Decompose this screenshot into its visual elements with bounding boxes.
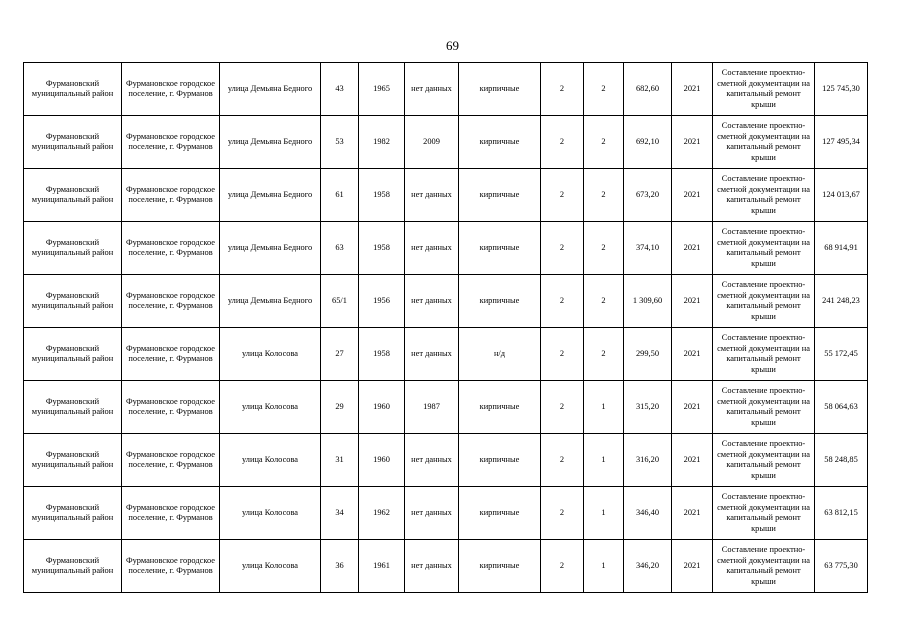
street-cell: улица Демьяна Бедного — [220, 275, 321, 328]
page-number: 69 — [446, 38, 459, 53]
entrances-cell: 2 — [584, 275, 624, 328]
last-repair-cell: нет данных — [405, 434, 459, 487]
area-cell: 316,20 — [624, 434, 672, 487]
year-built-cell: 1958 — [359, 169, 405, 222]
wall-material-cell: кирпичные — [459, 487, 541, 540]
work-description-cell: Составление проектно-сметной документации на капитальный ремонт крыши — [713, 222, 815, 275]
registry-table-body — [24, 63, 868, 593]
district-cell: Фурмановский муниципальный район — [24, 328, 122, 381]
cost-cell: 58 248,85 — [815, 434, 868, 487]
street-cell: улица Колосова — [220, 381, 321, 434]
cost-cell: 127 495,34 — [815, 116, 868, 169]
work-description-cell: Составление проектно-сметной документации на капитальный ремонт крыши — [713, 434, 815, 487]
cost-cell: 68 914,91 — [815, 222, 868, 275]
table-row — [24, 328, 868, 381]
registry-table — [23, 62, 868, 593]
settlement-cell: Фурмановское городское поселение, г. Фурманов — [122, 116, 220, 169]
plan-year-cell: 2021 — [672, 381, 713, 434]
street-cell: улица Демьяна Бедного — [220, 169, 321, 222]
last-repair-cell: нет данных — [405, 63, 459, 116]
district-cell: Фурмановский муниципальный район — [24, 222, 122, 275]
wall-material-cell: кирпичные — [459, 169, 541, 222]
house-number-cell: 61 — [321, 169, 359, 222]
floors-cell: 2 — [541, 275, 584, 328]
year-built-cell: 1958 — [359, 222, 405, 275]
settlement-cell: Фурмановское городское поселение, г. Фурманов — [122, 540, 220, 593]
floors-cell: 2 — [541, 116, 584, 169]
house-number-cell: 36 — [321, 540, 359, 593]
wall-material-cell: кирпичные — [459, 63, 541, 116]
floors-cell: 2 — [541, 328, 584, 381]
work-description-cell: Составление проектно-сметной документации на капитальный ремонт крыши — [713, 169, 815, 222]
floors-cell: 2 — [541, 381, 584, 434]
entrances-cell: 2 — [584, 169, 624, 222]
area-cell: 346,40 — [624, 487, 672, 540]
work-description-cell: Составление проектно-сметной документации на капитальный ремонт крыши — [713, 540, 815, 593]
last-repair-cell: нет данных — [405, 487, 459, 540]
settlement-cell: Фурмановское городское поселение, г. Фурманов — [122, 275, 220, 328]
floors-cell: 2 — [541, 487, 584, 540]
district-cell: Фурмановский муниципальный район — [24, 487, 122, 540]
table-row — [24, 487, 868, 540]
floors-cell: 2 — [541, 540, 584, 593]
entrances-cell: 1 — [584, 487, 624, 540]
street-cell: улица Демьяна Бедного — [220, 63, 321, 116]
floors-cell: 2 — [541, 169, 584, 222]
plan-year-cell: 2021 — [672, 222, 713, 275]
table-row — [24, 63, 868, 116]
wall-material-cell: кирпичные — [459, 275, 541, 328]
entrances-cell: 1 — [584, 540, 624, 593]
plan-year-cell: 2021 — [672, 487, 713, 540]
settlement-cell: Фурмановское городское поселение, г. Фурманов — [122, 169, 220, 222]
wall-material-cell: кирпичные — [459, 434, 541, 487]
settlement-cell: Фурмановское городское поселение, г. Фурманов — [122, 63, 220, 116]
work-description-cell: Составление проектно-сметной документации на капитальный ремонт крыши — [713, 116, 815, 169]
plan-year-cell: 2021 — [672, 169, 713, 222]
plan-year-cell: 2021 — [672, 434, 713, 487]
street-cell: улица Демьяна Бедного — [220, 222, 321, 275]
street-cell: улица Колосова — [220, 434, 321, 487]
year-built-cell: 1960 — [359, 381, 405, 434]
cost-cell: 63 775,30 — [815, 540, 868, 593]
plan-year-cell: 2021 — [672, 116, 713, 169]
year-built-cell: 1956 — [359, 275, 405, 328]
plan-year-cell: 2021 — [672, 63, 713, 116]
work-description-cell: Составление проектно-сметной документации на капитальный ремонт крыши — [713, 381, 815, 434]
house-number-cell: 27 — [321, 328, 359, 381]
house-number-cell: 31 — [321, 434, 359, 487]
year-built-cell: 1962 — [359, 487, 405, 540]
area-cell: 682,60 — [624, 63, 672, 116]
last-repair-cell: нет данных — [405, 328, 459, 381]
wall-material-cell: кирпичные — [459, 116, 541, 169]
work-description-cell: Составление проектно-сметной документации на капитальный ремонт крыши — [713, 487, 815, 540]
year-built-cell: 1961 — [359, 540, 405, 593]
last-repair-cell: нет данных — [405, 275, 459, 328]
district-cell: Фурмановский муниципальный район — [24, 540, 122, 593]
table-row — [24, 169, 868, 222]
cost-cell: 55 172,45 — [815, 328, 868, 381]
house-number-cell: 29 — [321, 381, 359, 434]
district-cell: Фурмановский муниципальный район — [24, 434, 122, 487]
entrances-cell: 2 — [584, 222, 624, 275]
year-built-cell: 1965 — [359, 63, 405, 116]
cost-cell: 241 248,23 — [815, 275, 868, 328]
table-row — [24, 381, 868, 434]
area-cell: 299,50 — [624, 328, 672, 381]
house-number-cell: 43 — [321, 63, 359, 116]
entrances-cell: 2 — [584, 116, 624, 169]
area-cell: 315,20 — [624, 381, 672, 434]
table-row — [24, 434, 868, 487]
street-cell: улица Колосова — [220, 487, 321, 540]
work-description-cell: Составление проектно-сметной документации на капитальный ремонт крыши — [713, 275, 815, 328]
street-cell: улица Колосова — [220, 540, 321, 593]
last-repair-cell: 1987 — [405, 381, 459, 434]
wall-material-cell: кирпичные — [459, 381, 541, 434]
district-cell: Фурмановский муниципальный район — [24, 381, 122, 434]
settlement-cell: Фурмановское городское поселение, г. Фурманов — [122, 434, 220, 487]
settlement-cell: Фурмановское городское поселение, г. Фурманов — [122, 487, 220, 540]
plan-year-cell: 2021 — [672, 540, 713, 593]
floors-cell: 2 — [541, 222, 584, 275]
cost-cell: 58 064,63 — [815, 381, 868, 434]
district-cell: Фурмановский муниципальный район — [24, 63, 122, 116]
year-built-cell: 1960 — [359, 434, 405, 487]
year-built-cell: 1958 — [359, 328, 405, 381]
entrances-cell: 2 — [584, 63, 624, 116]
street-cell: улица Колосова — [220, 328, 321, 381]
wall-material-cell: н/д — [459, 328, 541, 381]
house-number-cell: 65/1 — [321, 275, 359, 328]
settlement-cell: Фурмановское городское поселение, г. Фурманов — [122, 328, 220, 381]
house-number-cell: 53 — [321, 116, 359, 169]
cost-cell: 63 812,15 — [815, 487, 868, 540]
floors-cell: 2 — [541, 63, 584, 116]
work-description-cell: Составление проектно-сметной документации на капитальный ремонт крыши — [713, 328, 815, 381]
house-number-cell: 34 — [321, 487, 359, 540]
table-row — [24, 222, 868, 275]
last-repair-cell: нет данных — [405, 169, 459, 222]
settlement-cell: Фурмановское городское поселение, г. Фурманов — [122, 381, 220, 434]
wall-material-cell: кирпичные — [459, 222, 541, 275]
plan-year-cell: 2021 — [672, 275, 713, 328]
district-cell: Фурмановский муниципальный район — [24, 169, 122, 222]
year-built-cell: 1982 — [359, 116, 405, 169]
area-cell: 1 309,60 — [624, 275, 672, 328]
district-cell: Фурмановский муниципальный район — [24, 275, 122, 328]
house-number-cell: 63 — [321, 222, 359, 275]
area-cell: 374,10 — [624, 222, 672, 275]
last-repair-cell: 2009 — [405, 116, 459, 169]
last-repair-cell: нет данных — [405, 222, 459, 275]
area-cell: 692,10 — [624, 116, 672, 169]
settlement-cell: Фурмановское городское поселение, г. Фурманов — [122, 222, 220, 275]
cost-cell: 125 745,30 — [815, 63, 868, 116]
floors-cell: 2 — [541, 434, 584, 487]
last-repair-cell: нет данных — [405, 540, 459, 593]
work-description-cell: Составление проектно-сметной документации на капитальный ремонт крыши — [713, 63, 815, 116]
entrances-cell: 2 — [584, 328, 624, 381]
table-row — [24, 275, 868, 328]
area-cell: 673,20 — [624, 169, 672, 222]
street-cell: улица Демьяна Бедного — [220, 116, 321, 169]
cost-cell: 124 013,67 — [815, 169, 868, 222]
plan-year-cell: 2021 — [672, 328, 713, 381]
table-row — [24, 116, 868, 169]
table-row — [24, 540, 868, 593]
area-cell: 346,20 — [624, 540, 672, 593]
entrances-cell: 1 — [584, 434, 624, 487]
wall-material-cell: кирпичные — [459, 540, 541, 593]
district-cell: Фурмановский муниципальный район — [24, 116, 122, 169]
entrances-cell: 1 — [584, 381, 624, 434]
